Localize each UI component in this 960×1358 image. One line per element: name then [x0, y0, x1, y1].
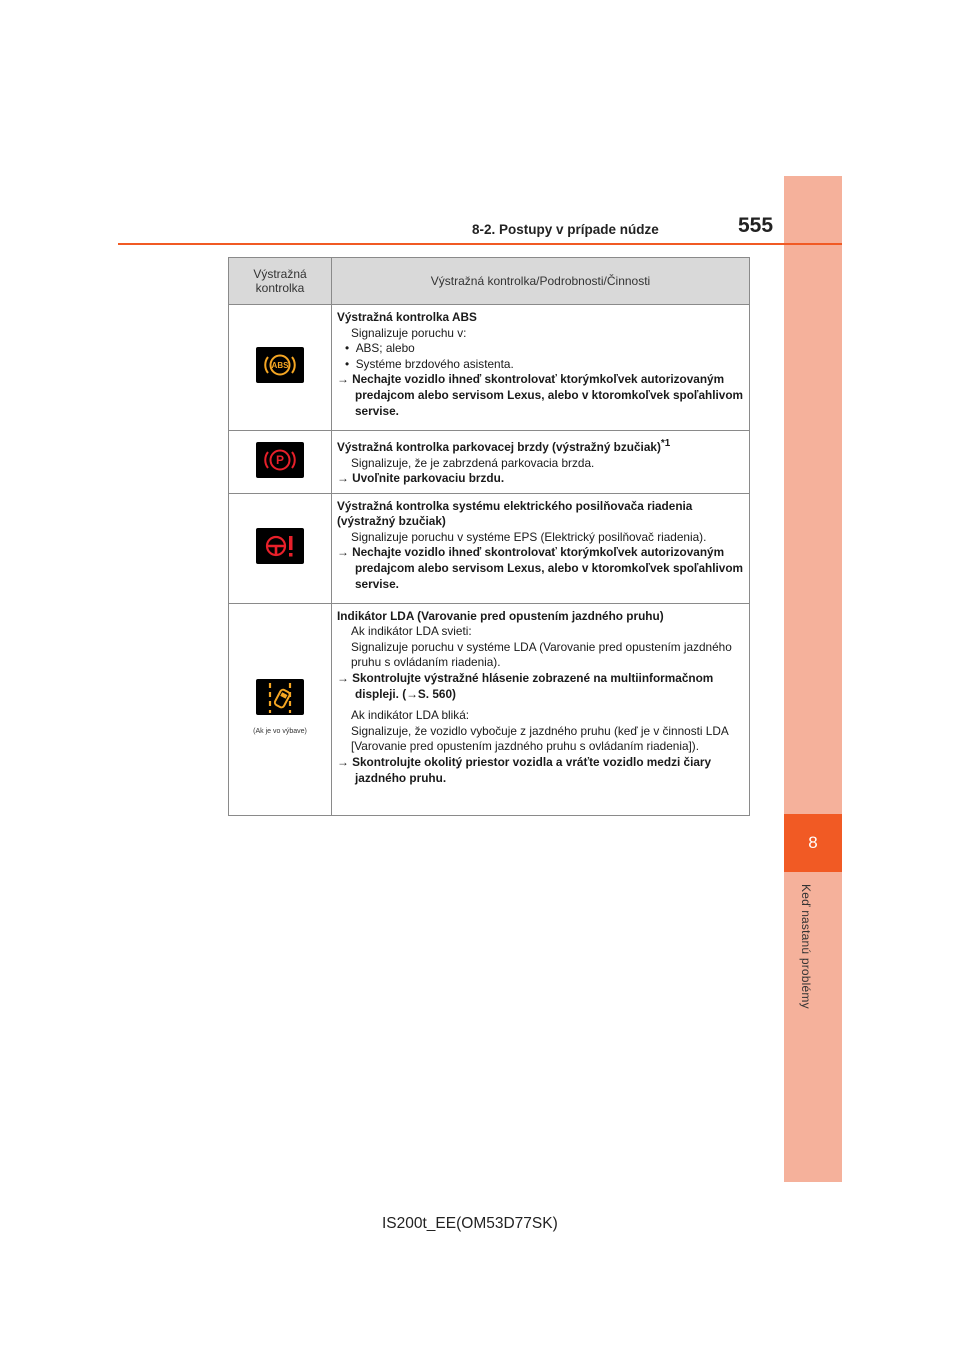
details-cell [332, 431, 750, 494]
optional-equipment-note: (Ak je vo výbave) [253, 727, 307, 735]
details-cell [332, 603, 750, 815]
icon-cell [229, 493, 332, 603]
parking-brake-warning-icon [256, 442, 304, 478]
table-header-row [229, 258, 750, 305]
chapter-number-box [784, 814, 842, 872]
row-text: Signalizuje poruchu v: [351, 325, 467, 340]
icon-cell [229, 431, 332, 494]
action-text: → Nechajte vozidlo ihneď skontrolovať ktorýmkoľvek autorizovaným predajcom alebo servisom Lexus, alebo v ktoromkoľvek spoľahlivom servise. [337, 372, 744, 418]
details-cell [332, 305, 750, 431]
section-title: 8-2. Postupy v prípade núdze [472, 222, 659, 237]
row-title: Výstražná kontrolka parkovacej brzdy (výstražný bzučiak)$^{*1}$ [337, 438, 671, 454]
row-title: Indikátor LDA (Varovanie pred opustením jazdného pruhu) [337, 608, 664, 623]
action-text: → Uvoľnite parkovaciu brzdu. [337, 471, 505, 486]
chapter-number: 8 [808, 833, 818, 852]
bullet-item: • ABS; alebo [345, 341, 415, 356]
row-text: Signalizuje, že vozidlo vybočuje z jazdného pruhu (keď je v činnosti LDA [Varovanie pred opustením jazdného pruhu s ovládaním riadenia]). [351, 723, 729, 754]
column-header-details: Výstražná kontrolka/Podrobnosti/Činnosti [332, 258, 750, 305]
details-cell [332, 493, 750, 603]
table-row [229, 603, 750, 815]
action-text: → Skontrolujte výstražné hlásenie zobrazené na multiinformačnom displeji. (→S. 560) [337, 671, 714, 701]
svg-text:ABS: ABS [271, 361, 289, 371]
svg-text:P: P [275, 452, 285, 467]
chapter-side-tab [784, 176, 842, 1182]
bullet-item: • Systéme brzdového asistenta. [345, 356, 514, 371]
row-text: Ak indikátor LDA svieti: [351, 624, 472, 639]
action-text: → Skontrolujte okolitý priestor vozidla a vráťte vozidlo medzi čiary jazdného pruhu. [337, 755, 712, 785]
action-text: → Nechajte vozidlo ihneď skontrolovať ktorýmkoľvek autorizovaným predajcom alebo servisom Lexus, alebo v ktoromkoľvek spoľahlivom servise. [337, 545, 744, 591]
chapter-title: Keď nastanú problémy [799, 884, 813, 1009]
row-text: Ak indikátor LDA bliká: [351, 708, 470, 723]
row-text: Signalizuje poruchu v systéme LDA (Varovanie pred opustením jazdného pruhu s ovládaním riadenia). [351, 639, 732, 670]
header-rule [118, 243, 842, 245]
table-row [229, 305, 750, 431]
lane-departure-alert-icon [256, 679, 304, 715]
model-code: IS200t_EE(OM53D77SK) [382, 1215, 558, 1232]
table-row [229, 493, 750, 603]
abs-warning-icon [256, 347, 304, 383]
page-number: 555 [738, 214, 774, 237]
row-text: Signalizuje, že je zabrzdená parkovacia brzda. [351, 455, 595, 470]
row-text: Signalizuje poruchu v systéme EPS (Elektrický posilňovač riadenia). [351, 529, 707, 544]
row-title: Výstražná kontrolka ABS [337, 310, 477, 324]
warning-lights-table [228, 257, 750, 816]
power-steering-warning-icon [256, 528, 304, 564]
row-title: Výstražná kontrolka systému elektrického posilňovača riadenia (výstražný bzučiak) [337, 498, 693, 529]
icon-cell [229, 603, 332, 815]
icon-cell [229, 305, 332, 431]
footnote-marker: *1 [660, 438, 671, 449]
column-header-light: Výstražná kontrolka [229, 258, 332, 305]
table-row [229, 431, 750, 494]
